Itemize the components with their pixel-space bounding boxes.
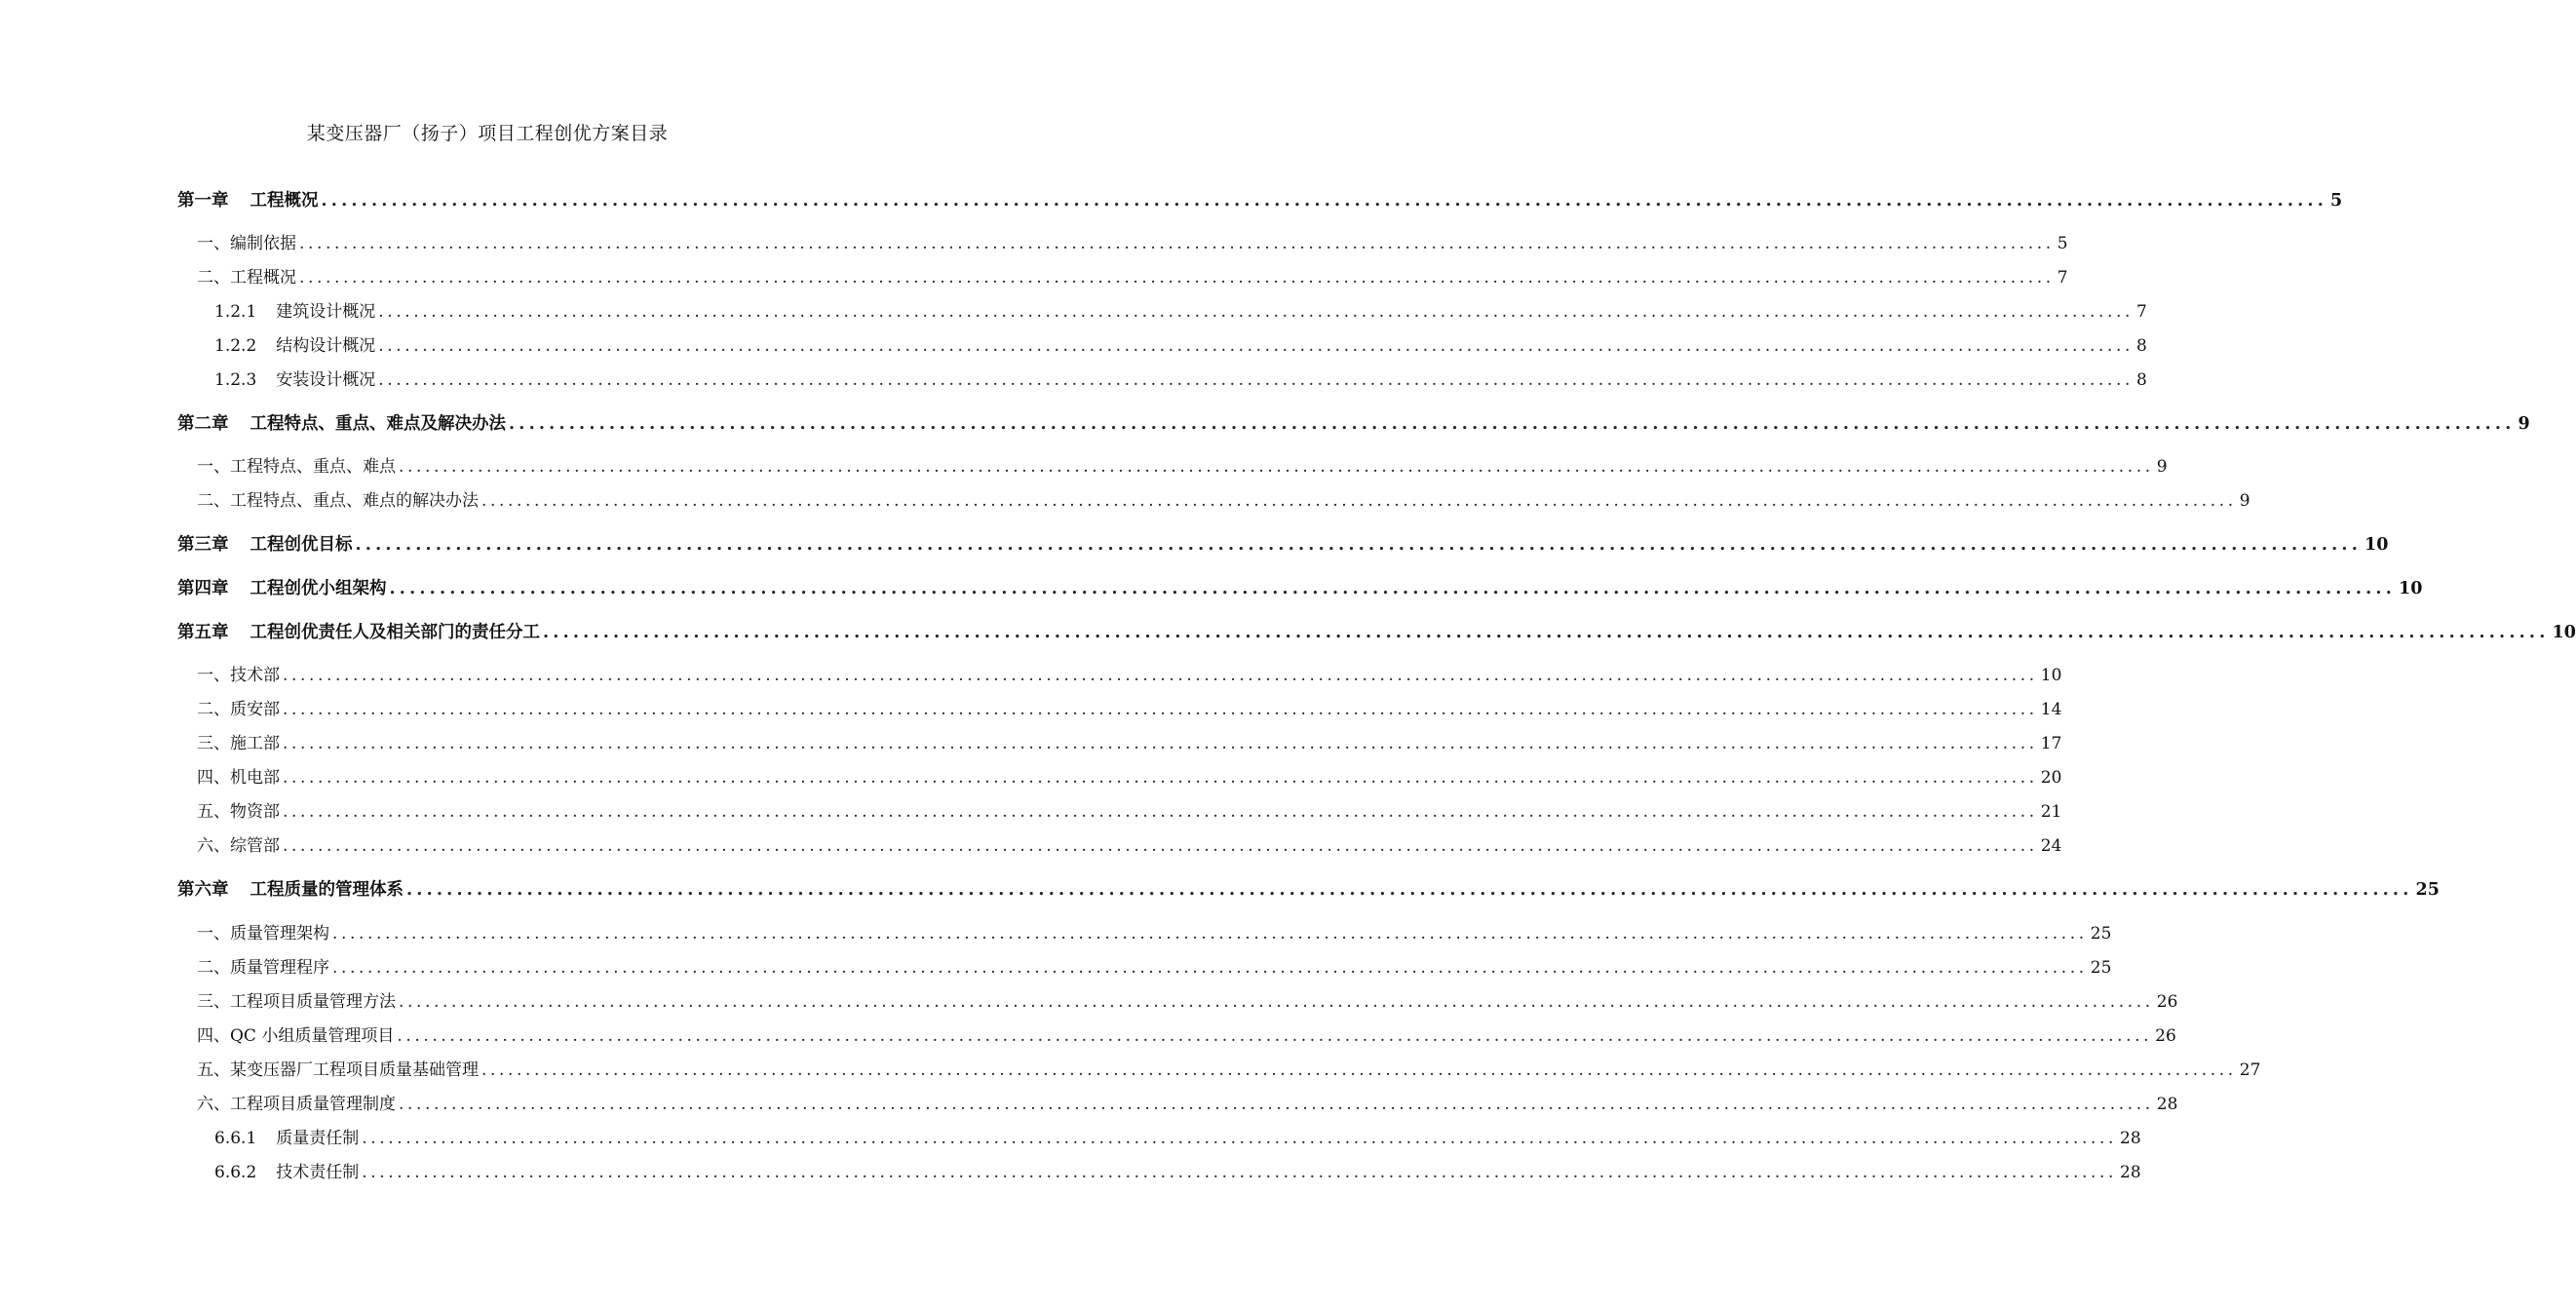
toc-entry-label — [177, 532, 353, 558]
toc-page-number: 28 — [2156, 1095, 2178, 1114]
toc-entry[interactable] — [214, 367, 2147, 393]
toc-entry-label — [197, 1092, 396, 1117]
toc-page-number: 7 — [2057, 268, 2068, 288]
toc-page-number: 5 — [2330, 191, 2343, 211]
toc-entry-text: 六、综管部 — [197, 836, 280, 856]
toc-entry-label — [197, 663, 280, 688]
toc-entry-text: 一、编制依据 — [197, 234, 296, 253]
toc-page-number: 7 — [2136, 302, 2147, 322]
toc-entry[interactable] — [197, 765, 2062, 790]
toc-page-number: 27 — [2239, 1060, 2261, 1080]
toc-entry-label — [197, 1058, 479, 1083]
toc-entry[interactable] — [214, 1160, 2141, 1185]
toc-page-number: 10 — [2552, 623, 2576, 642]
toc-dot-leader: ........................................................................................................................................................................................................ — [283, 734, 2038, 753]
toc-entry[interactable] — [197, 1023, 2176, 1049]
toc-entry-text: 一、工程特点、重点、难点 — [197, 457, 396, 477]
toc-page-number: 28 — [2120, 1163, 2141, 1182]
toc-page-number: 20 — [2040, 768, 2062, 788]
toc-entry-label — [197, 697, 280, 722]
toc-entry[interactable] — [197, 989, 2178, 1015]
toc-entry-text: 二、工程概况 — [197, 268, 296, 288]
toc-entry-label — [214, 333, 375, 359]
toc-entry-text: 工程创优目标 — [250, 535, 353, 555]
toc-page-number: 10 — [2365, 535, 2389, 555]
toc-entry-text: 三、工程项目质量管理方法 — [197, 992, 396, 1012]
toc-page-number: 25 — [2090, 958, 2112, 978]
toc-dot-leader: ........................................................................................................................................................................................................ — [378, 302, 2134, 322]
toc-entry-text: 质量责任制 — [276, 1129, 360, 1148]
toc-dot-leader: ........................................................................................................................................................................................................ — [283, 802, 2038, 822]
toc-entry-label — [197, 231, 296, 256]
toc-dot-leader: ........................................................................................................................................................................................................ — [283, 666, 2038, 685]
toc-entry-label — [177, 877, 404, 903]
toc-page-number: 17 — [2040, 734, 2062, 753]
toc-entry-text: 工程创优小组架构 — [250, 579, 387, 598]
toc-entry-label — [197, 989, 396, 1015]
toc-entry[interactable] — [197, 1092, 2178, 1117]
toc-dot-leader: ........................................................................................................................................................................................................ — [321, 191, 2328, 211]
toc-page-number: 25 — [2090, 924, 2112, 944]
toc-dot-leader: ........................................................................................................................................................................................................ — [283, 700, 2038, 719]
toc-dot-leader: ........................................................................................................................................................................................................ — [362, 1163, 2118, 1182]
toc-page-number: 5 — [2057, 234, 2068, 253]
toc-entry[interactable] — [197, 697, 2062, 722]
toc-dot-leader: ........................................................................................................................................................................................................ — [283, 836, 2038, 856]
toc-entry-text: 工程特点、重点、难点及解决办法 — [250, 414, 506, 434]
toc-page-number: 14 — [2040, 700, 2062, 719]
toc-dot-leader: ........................................................................................................................................................................................................ — [378, 370, 2134, 390]
toc-dot-leader: ........................................................................................................................................................................................................ — [399, 992, 2154, 1012]
toc-dot-leader: ........................................................................................................................................................................................................ — [332, 958, 2088, 978]
toc-entry-text: 建筑设计概况 — [276, 302, 376, 322]
toc-entry-number: 1.2.1 — [214, 302, 257, 322]
toc-entry[interactable] — [214, 1126, 2141, 1151]
toc-entry[interactable] — [177, 188, 2343, 213]
toc-entry-label — [197, 265, 296, 290]
toc-entry-label — [177, 576, 387, 601]
toc-entry-text: 一、质量管理架构 — [197, 924, 329, 944]
toc-dot-leader: ........................................................................................................................................................................................................ — [299, 268, 2055, 288]
toc-page-number: 28 — [2120, 1129, 2141, 1148]
toc-entry-text: 工程质量的管理体系 — [250, 880, 404, 900]
toc-entry[interactable] — [197, 488, 2250, 514]
toc-dot-leader: ........................................................................................................................................................................................................ — [355, 535, 2363, 555]
toc-entry-label — [197, 955, 329, 981]
toc-entry-label — [214, 1126, 359, 1151]
toc-entry-label — [177, 188, 319, 213]
toc-page-number: 10 — [2040, 666, 2062, 685]
toc-dot-leader: ........................................................................................................................................................................................................ — [299, 234, 2055, 253]
toc-dot-leader: ........................................................................................................................................................................................................ — [378, 336, 2134, 356]
toc-entry[interactable] — [214, 299, 2147, 325]
toc-entry[interactable] — [197, 799, 2062, 825]
toc-entry[interactable] — [177, 620, 2576, 645]
toc-entry[interactable] — [197, 265, 2068, 290]
toc-entry-number: 第二章 — [177, 414, 229, 434]
toc-entry-label — [177, 620, 540, 645]
toc-entry-text: 技术责任制 — [276, 1163, 360, 1182]
toc-entry-label — [197, 921, 329, 946]
toc-entry-number: 第五章 — [177, 623, 229, 642]
toc-entry-number: 第三章 — [177, 535, 229, 555]
toc-entry-label — [197, 488, 479, 514]
toc-entry-text: 安装设计概况 — [276, 370, 376, 390]
toc-dot-leader: ........................................................................................................................................................................................................ — [389, 579, 2397, 598]
toc-page-number: 9 — [2156, 457, 2168, 477]
toc-entry[interactable] — [177, 411, 2530, 437]
toc-dot-leader: ........................................................................................................................................................................................................ — [399, 457, 2154, 477]
toc-page-number: 26 — [2156, 992, 2178, 1012]
toc-entry[interactable] — [197, 731, 2062, 756]
toc-entry[interactable] — [177, 532, 2389, 558]
toc-dot-leader: ........................................................................................................................................................................................................ — [399, 1095, 2154, 1114]
toc-dot-leader: ........................................................................................................................................................................................................ — [332, 924, 2088, 944]
toc-entry-number: 1.2.3 — [214, 370, 257, 390]
toc-page-number: 8 — [2136, 336, 2147, 356]
toc-entry-text: 三、施工部 — [197, 734, 280, 753]
toc-entry[interactable] — [197, 921, 2112, 946]
toc-dot-leader: ........................................................................................................................................................................................................ — [543, 623, 2550, 642]
toc-dot-leader: ........................................................................................................................................................................................................ — [397, 1026, 2153, 1046]
toc-entry-text: 二、质量管理程序 — [197, 958, 329, 978]
toc-dot-leader: ........................................................................................................................................................................................................ — [283, 768, 2038, 788]
toc-entry-text: 结构设计概况 — [276, 336, 376, 356]
toc-entry-label — [214, 299, 375, 325]
toc-entry-label — [197, 1023, 394, 1049]
toc-entry-number: 第六章 — [177, 880, 229, 900]
toc-entry-number: 第四章 — [177, 579, 229, 598]
toc-entry-label — [197, 833, 280, 859]
toc-entry-number: 6.6.2 — [214, 1163, 257, 1182]
toc-entry-text: 二、工程特点、重点、难点的解决办法 — [197, 491, 479, 511]
toc-page-number: 9 — [2518, 414, 2530, 434]
toc-entry-text: 五、物资部 — [197, 802, 280, 822]
toc-entry-label — [177, 411, 506, 437]
toc-entry-label — [214, 367, 375, 393]
toc-page-number: 26 — [2155, 1026, 2176, 1046]
toc-entry-text: 二、质安部 — [197, 700, 280, 719]
toc-entry[interactable] — [177, 877, 2440, 903]
toc-entry-number: 6.6.1 — [214, 1129, 257, 1148]
toc-entry-label — [197, 765, 280, 790]
toc-entry-text: 工程创优责任人及相关部门的责任分工 — [250, 623, 540, 642]
toc-entry-label — [197, 731, 280, 756]
toc-entry-text: 四、QC 小组质量管理项目 — [197, 1026, 395, 1046]
toc-entry[interactable] — [197, 833, 2062, 859]
toc-entry[interactable] — [197, 955, 2112, 981]
toc-entry-text: 五、某变压器厂工程项目质量基础管理 — [197, 1060, 479, 1080]
toc-entry-number: 1.2.2 — [214, 336, 257, 356]
toc-page-number: 25 — [2415, 880, 2440, 900]
toc-dot-leader: ........................................................................................................................................................................................................ — [481, 491, 2237, 511]
toc-entry-label — [197, 454, 396, 480]
toc-entry-number: 第一章 — [177, 191, 229, 211]
toc-dot-leader: ........................................................................................................................................................................................................ — [509, 414, 2516, 434]
toc-page-number: 21 — [2040, 802, 2062, 822]
toc-page-number: 10 — [2399, 579, 2423, 598]
toc-entry-text: 一、技术部 — [197, 666, 280, 685]
toc-entry-text: 四、机电部 — [197, 768, 280, 788]
toc-page-number: 9 — [2239, 491, 2250, 511]
toc-entry[interactable] — [197, 454, 2168, 480]
toc-entry[interactable] — [214, 333, 2147, 359]
toc-entry-label — [214, 1160, 359, 1185]
toc-dot-leader: ........................................................................................................................................................................................................ — [406, 880, 2413, 900]
toc-entry[interactable] — [197, 1058, 2261, 1083]
toc-page-number: 24 — [2040, 836, 2062, 856]
toc-dot-leader: ........................................................................................................................................................................................................ — [481, 1060, 2237, 1080]
toc-entry-text: 工程概况 — [250, 191, 319, 211]
page-title: 某变压器厂（扬子）项目工程创优方案目录 — [306, 123, 669, 144]
toc-entry[interactable] — [197, 231, 2068, 256]
toc-entry[interactable] — [177, 576, 2423, 601]
toc-page-number: 8 — [2136, 370, 2147, 390]
toc-entry-label — [197, 799, 280, 825]
toc-dot-leader: ........................................................................................................................................................................................................ — [362, 1129, 2118, 1148]
toc-entry[interactable] — [197, 663, 2062, 688]
toc-entry-text: 六、工程项目质量管理制度 — [197, 1095, 396, 1114]
